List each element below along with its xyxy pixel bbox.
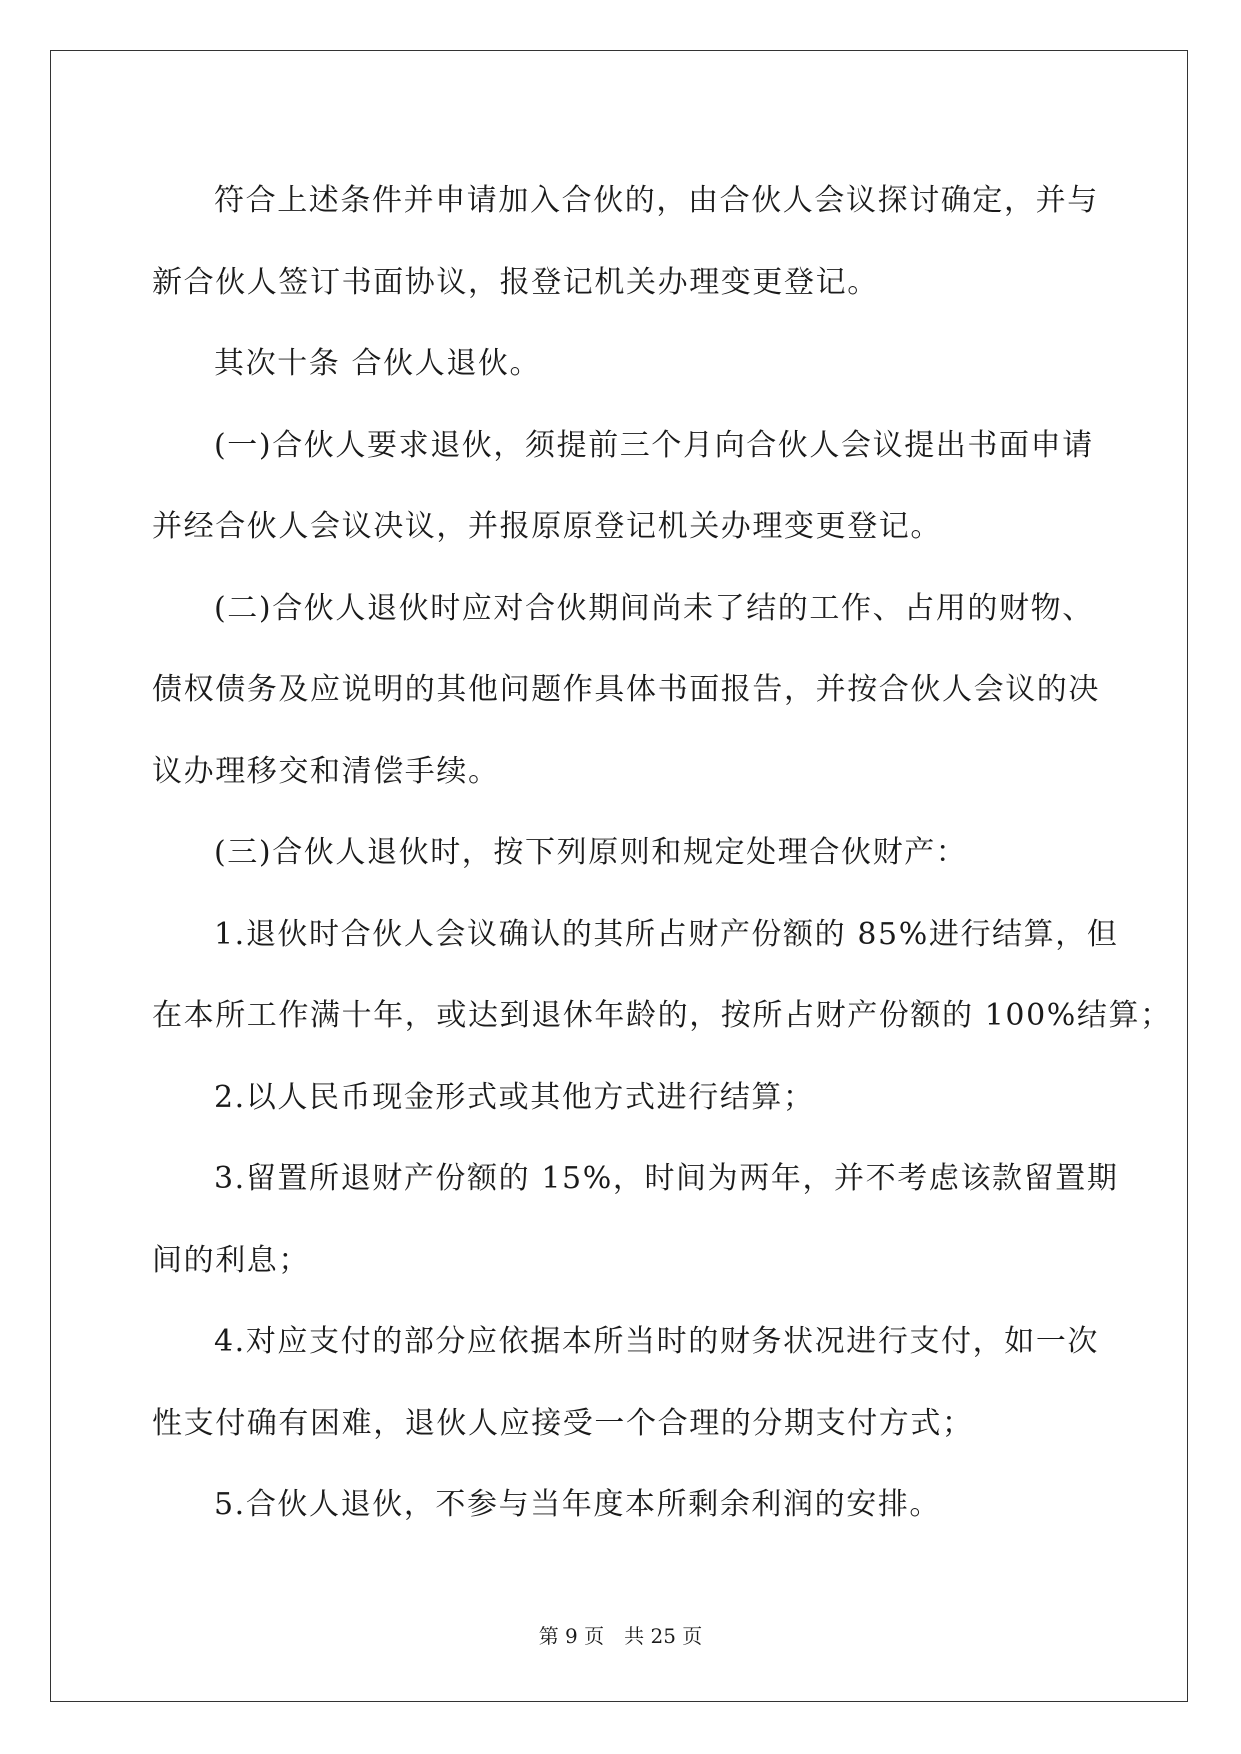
text-line: 性支付确有困难，退伙人应接受一个合理的分期支付方式； xyxy=(152,1405,974,1441)
text-line: 2.以人民币现金形式或其他方式进行结算； xyxy=(214,1079,815,1115)
text-line: 议办理移交和清偿手续。 xyxy=(152,753,500,789)
text-line: 符合上述条件并申请加入合伙的，由合伙人会议探讨确定，并与 xyxy=(214,183,1099,218)
text-line: 在本所工作满十年，或达到退休年龄的，按所占财产份额的 100%结算； xyxy=(152,998,1172,1033)
page-number: 第 9 页 xyxy=(538,1624,605,1648)
text-line: 并经合伙人会议决议，并报原原登记机关办理变更登记。 xyxy=(152,509,942,544)
text-line: (一)合伙人要求退伙，须提前三个月向合伙人会议提出书面申请 xyxy=(214,427,1094,463)
text-line: 5.合伙人退伙，不参与当年度本所剩余利润的安排。 xyxy=(214,1487,942,1522)
page-footer xyxy=(0,1620,1241,1649)
text-line: (二)合伙人退伙时应对合伙期间尚未了结的工作、占用的财物、 xyxy=(214,590,1094,626)
text-line: (三)合伙人退伙时，按下列原则和规定处理合伙财产： xyxy=(214,835,968,870)
text-line: 间的利息； xyxy=(152,1242,310,1278)
text-line: 债权债务及应说明的其他问题作具体书面报告，并按合伙人会议的决 xyxy=(152,672,1100,707)
text-line: 1.退伙时合伙人会议确认的其所占财产份额的 85%进行结算，但 xyxy=(214,916,1119,952)
document-body xyxy=(152,160,1172,1546)
text-line: 新合伙人签订书面协议，报登记机关办理变更登记。 xyxy=(152,264,879,300)
page-total: 共 25 页 xyxy=(624,1624,703,1648)
article-heading: 其次十条 合伙人退伙。 xyxy=(214,346,542,381)
text-line: 4.对应支付的部分应依据本所当时的财务状况进行支付，如一次 xyxy=(214,1324,1100,1359)
text-line: 3.留置所退财产份额的 15%，时间为两年，并不考虑该款留置期 xyxy=(214,1161,1119,1196)
